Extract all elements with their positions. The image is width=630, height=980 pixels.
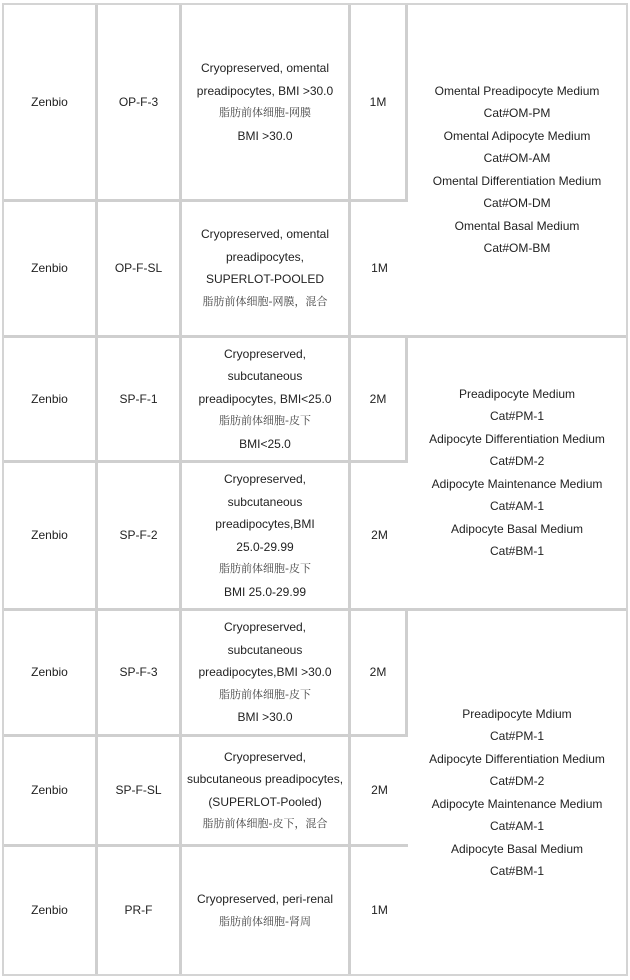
vendor-cell: Zenbio	[4, 847, 98, 974]
media-line: Cat#OM-AM	[483, 151, 551, 166]
description-line: subcutaneous preadipocytes,	[186, 772, 344, 787]
description-line: preadipocytes,BMI >30.0	[198, 665, 332, 680]
quantity-cell: 1M	[351, 202, 408, 338]
media-line: Omental Adipocyte Medium	[443, 128, 591, 143]
media-line: Cat#AM-1	[489, 819, 545, 834]
quantity-cell: 1M	[351, 5, 408, 202]
vendor-cell: Zenbio	[4, 202, 98, 338]
description-line: SUPERLOT-POOLED	[205, 272, 325, 287]
quantity-cell: 2M	[351, 463, 408, 611]
vendor-cell: Zenbio	[4, 611, 98, 737]
catalog-code-cell: PR-F	[98, 847, 182, 974]
description-chinese: 脂肪前体细胞-皮下	[219, 414, 311, 428]
table-row	[4, 338, 626, 464]
description-cell	[182, 463, 351, 611]
description-line: Cryopreserved,	[223, 472, 307, 487]
media-line: Cat#BM-1	[489, 544, 545, 559]
catalog-code-cell: OP-F-SL	[98, 202, 182, 338]
quantity-cell: 2M	[351, 611, 408, 737]
vendor-cell: Zenbio	[4, 5, 98, 202]
media-cell	[408, 338, 626, 611]
description-line: Cryopreserved,	[223, 346, 307, 361]
description-line: preadipocytes,BMI	[215, 517, 315, 532]
description-line: subcutaneous	[227, 369, 303, 384]
description-line: BMI >30.0	[237, 710, 293, 725]
table-row	[4, 611, 626, 737]
media-cell	[408, 611, 626, 974]
description-chinese: 脂肪前体细胞-皮下	[219, 687, 311, 701]
description-line: Cryopreserved,	[223, 749, 307, 764]
description-chinese: 脂肪前体细胞-肾周	[219, 914, 311, 928]
description-line: subcutaneous	[227, 494, 303, 509]
description-line: subcutaneous	[227, 642, 303, 657]
description-line: 25.0-29.99	[236, 539, 294, 554]
description-line: BMI 25.0-29.99	[223, 584, 307, 599]
description-chinese: 脂肪前体细胞-网膜	[219, 106, 311, 119]
media-line: Adipocyte Maintenance Medium	[431, 796, 603, 811]
media-line: Cat#DM-2	[489, 774, 545, 789]
description-line: preadipocytes, BMI >30.0	[196, 83, 334, 98]
description-line: BMI<25.0	[239, 436, 291, 451]
catalog-code-cell: SP-F-1	[98, 338, 182, 464]
catalog-code-cell: SP-F-SL	[98, 737, 182, 848]
media-line: Cat#PM-1	[489, 729, 545, 744]
media-cell	[408, 5, 626, 338]
quantity-cell: 2M	[351, 338, 408, 464]
description-chinese: 脂肪前体细胞-皮下	[219, 562, 311, 576]
description-cell	[182, 5, 351, 202]
description-cell	[182, 847, 351, 974]
description-cell	[182, 611, 351, 737]
description-cell	[182, 338, 351, 464]
product-table	[2, 3, 628, 976]
media-line: Adipocyte Basal Medium	[450, 841, 584, 856]
catalog-code-cell: SP-F-2	[98, 463, 182, 611]
vendor-cell: Zenbio	[4, 338, 98, 464]
media-line: Cat#AM-1	[489, 499, 545, 514]
media-line: Adipocyte Differentiation Medium	[429, 751, 605, 766]
media-line: Cat#BM-1	[489, 864, 545, 879]
description-line: preadipocytes, BMI<25.0	[198, 391, 332, 406]
description-line: Cryopreserved,	[223, 620, 307, 635]
description-line: Cryopreserved, omental	[200, 227, 330, 242]
media-line: Preadipocyte Medium	[458, 386, 576, 401]
media-line: Adipocyte Maintenance Medium	[431, 476, 603, 491]
media-line: Cat#PM-1	[489, 409, 545, 424]
media-line: Omental Differentiation Medium	[432, 173, 602, 188]
media-line: Cat#OM-PM	[483, 106, 551, 121]
media-line: Cat#DM-2	[489, 454, 545, 469]
quantity-cell: 1M	[371, 903, 388, 918]
description-cell	[182, 202, 351, 338]
description-line: BMI >30.0	[237, 128, 293, 143]
media-line: Preadipocyte Mdium	[462, 706, 572, 721]
media-line: Adipocyte Differentiation Medium	[429, 431, 605, 446]
media-line: Cat#OM-DM	[483, 196, 551, 211]
media-line: Omental Preadipocyte Medium	[434, 83, 600, 98]
media-line: Cat#OM-BM	[483, 241, 551, 256]
description-line: Cryopreserved, peri-renal	[196, 892, 334, 907]
description-line: preadipocytes,	[225, 249, 305, 264]
table-row	[4, 5, 626, 202]
description-line: Cryopreserved, omental	[200, 61, 330, 75]
vendor-cell: Zenbio	[4, 737, 98, 848]
catalog-code-cell: OP-F-3	[98, 5, 182, 202]
vendor-cell: Zenbio	[4, 463, 98, 611]
catalog-code-cell: SP-F-3	[98, 611, 182, 737]
description-cell	[182, 737, 351, 848]
description-line: (SUPERLOT-Pooled)	[208, 794, 322, 809]
quantity-cell: 2M	[351, 737, 408, 848]
media-line: Adipocyte Basal Medium	[450, 521, 584, 536]
description-chinese: 脂肪前体细胞-皮下，混合	[202, 817, 328, 831]
media-line: Omental Basal Medium	[454, 218, 580, 233]
description-chinese: 脂肪前体细胞-网膜，混合	[202, 294, 328, 308]
